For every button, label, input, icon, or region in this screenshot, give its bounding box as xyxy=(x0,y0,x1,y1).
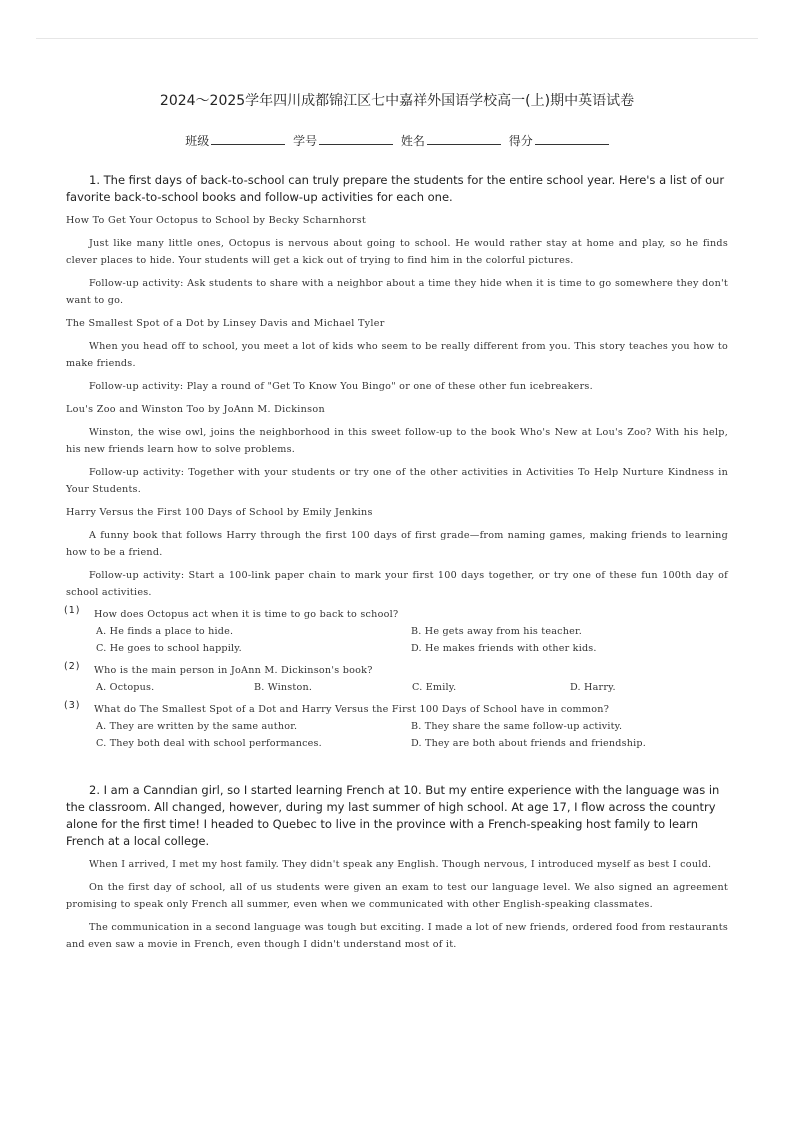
option-d[interactable]: D. They are both about friends and friendship. xyxy=(411,738,646,749)
name-blank[interactable] xyxy=(427,134,501,145)
class-blank[interactable] xyxy=(211,134,285,145)
option-d[interactable]: D. Harry. xyxy=(570,682,616,693)
book-3 xyxy=(66,401,728,498)
student-info-fields xyxy=(0,132,794,149)
question-text: Who is the main person in JoAnn M. Dickinson's book? xyxy=(94,665,373,676)
option-c[interactable]: C. They both deal with school performances. xyxy=(96,738,322,749)
question-1-1 xyxy=(64,605,728,657)
student-id-label: 学号 xyxy=(293,134,318,148)
option-c[interactable]: C. He goes to school happily. xyxy=(96,643,242,654)
score-blank[interactable] xyxy=(535,134,609,145)
question-text: What do The Smallest Spot of a Dot and Harry Versus the First 100 Days of School have in common? xyxy=(94,704,610,715)
book-activity: Follow-up activity: Start a 100-link paper chain to mark your first 100 days together, or try one of these fun 100th day of school activities. xyxy=(66,570,728,598)
option-b[interactable]: B. Winston. xyxy=(254,682,313,693)
student-id-blank[interactable] xyxy=(319,134,393,145)
top-divider xyxy=(36,38,758,39)
book-activity: Follow-up activity: Ask students to share with a neighbor about a time they hide when it is time to go somewhere they don't want to go. xyxy=(66,278,728,306)
option-a[interactable]: A. They are written by the same author. xyxy=(96,721,298,732)
option-c[interactable]: C. Emily. xyxy=(412,682,457,693)
book-title: The Smallest Spot of a Dot by Linsey Davis and Michael Tyler xyxy=(66,318,385,329)
book-1 xyxy=(66,212,728,309)
book-description: When you head off to school, you meet a lot of kids who seem to be really different from you. This story teaches you how to make friends. xyxy=(66,341,728,369)
q1-intro: 1. The first days of back-to-school can truly prepare the students for the entire school year. Here's a list of our favorite back-to-school books and follow-up activities for each one. xyxy=(66,173,725,204)
option-b[interactable]: B. He gets away from his teacher. xyxy=(411,626,582,637)
score-label: 得分 xyxy=(508,134,533,148)
book-title: Lou's Zoo and Winston Too by JoAnn M. Dickinson xyxy=(66,404,325,415)
book-activity: Follow-up activity: Together with your students or try one of the other activities in Activities To Help Nurture Kindness in Your Students. xyxy=(66,467,728,495)
exam-content xyxy=(66,172,728,959)
question-number: (1) xyxy=(64,605,81,616)
book-title: How To Get Your Octopus to School by Becky Scharnhorst xyxy=(66,215,366,226)
book-activity: Follow-up activity: Play a round of "Get To Know You Bingo" or one of these other fun icebreakers. xyxy=(89,381,593,392)
book-title: Harry Versus the First 100 Days of School by Emily Jenkins xyxy=(66,507,373,518)
name-label: 姓名 xyxy=(400,134,425,148)
option-a[interactable]: A. Octopus. xyxy=(96,682,155,693)
page-title: 2024～2025学年四川成都锦江区七中嘉祥外国语学校高一(上)期中英语试卷 xyxy=(159,93,635,109)
question-2 xyxy=(66,782,728,953)
q2-paragraph: The communication in a second language was tough but exciting. I made a lot of new friends, ordered food from restaurants and even saw a movie in French, even though I didn't understand most of it. xyxy=(66,922,728,950)
q2-intro: 2. I am a Canndian girl, so I started learning French at 10. But my entire experience with the language was in the classroom. All changed, however, during my last summer of high school. At age 17, I flow across the country alone for the first time! I headed to Quebec to live in the province with a French-speaking host family to learn French at a local college. xyxy=(66,783,720,848)
question-text: How does Octopus act when it is time to go back to school? xyxy=(94,609,399,620)
book-2 xyxy=(66,315,728,395)
book-description: Just like many little ones, Octopus is nervous about going to school. He would rather stay at home and play, so he finds clever places to hide. Your students will get a kick out of trying to find him in the colorful pictures. xyxy=(66,238,728,266)
option-d[interactable]: D. He makes friends with other kids. xyxy=(411,643,597,654)
option-b[interactable]: B. They share the same follow-up activity. xyxy=(411,721,623,732)
question-1-3 xyxy=(64,700,728,752)
class-label: 班级 xyxy=(185,134,210,148)
option-a[interactable]: A. He finds a place to hide. xyxy=(96,626,234,637)
q2-paragraph: On the first day of school, all of us students were given an exam to test our language level. We also signed an agreement promising to speak only French all summer, even when we communicated with other English-speaking classmates. xyxy=(66,882,728,910)
question-number: (2) xyxy=(64,661,81,672)
question-1-2 xyxy=(64,661,728,696)
book-description: Winston, the wise owl, joins the neighborhood in this sweet follow-up to the book Who's New at Lou's Zoo? With his help, his new friends learn how to solve problems. xyxy=(66,427,728,455)
q2-paragraph: When I arrived, I met my host family. They didn't speak any English. Though nervous, I introduced myself as best I could. xyxy=(89,859,712,870)
book-4 xyxy=(66,504,728,601)
question-number: (3) xyxy=(64,700,81,711)
book-description: A funny book that follows Harry through the first 100 days of first grade—from naming games, making friends to learning how to be a friend. xyxy=(66,530,728,558)
